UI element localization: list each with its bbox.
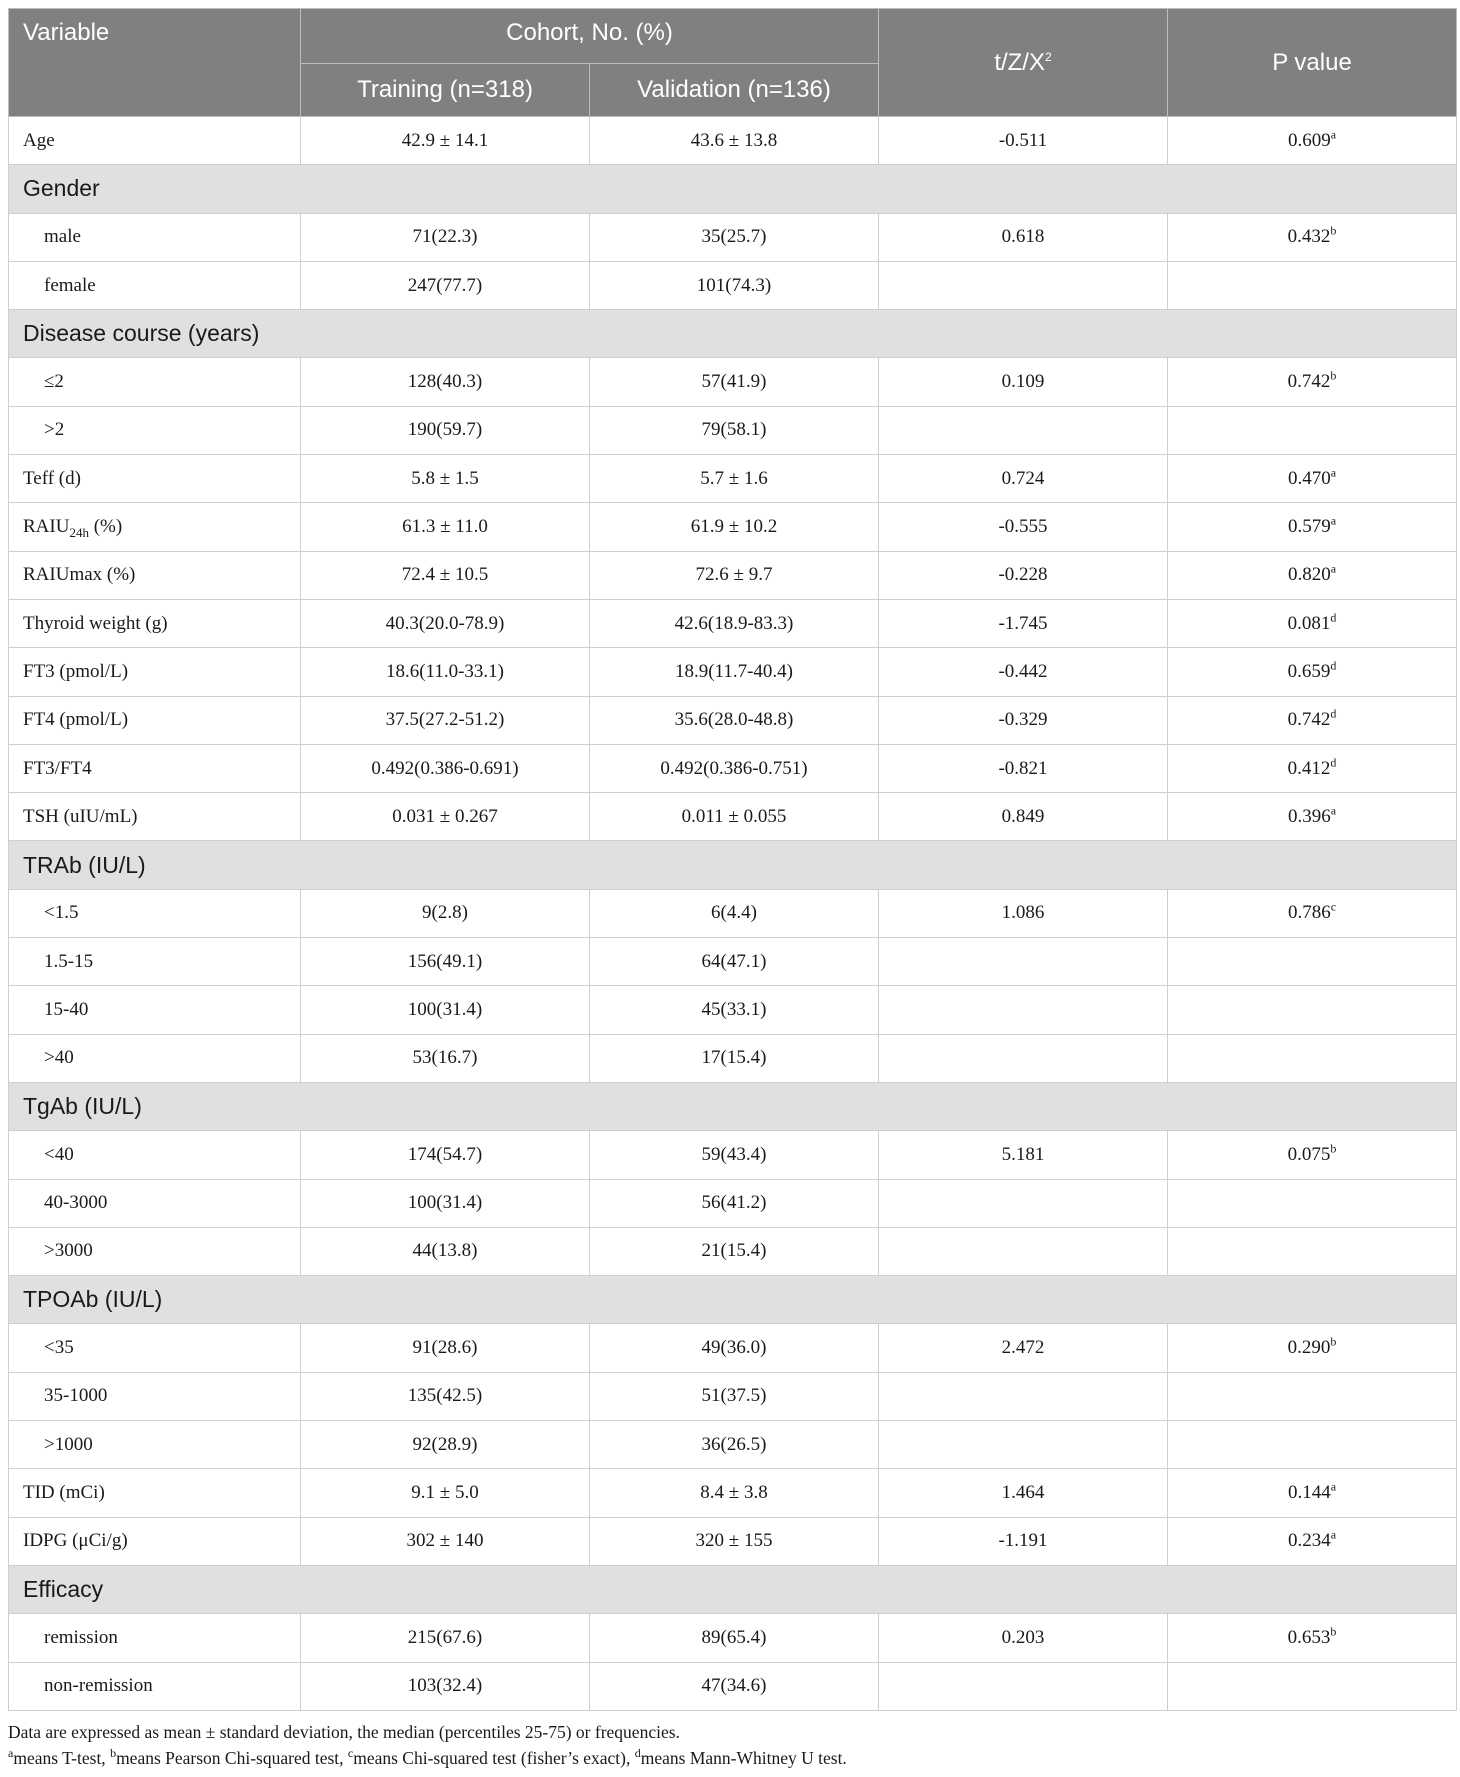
training-value: 92(28.9) — [301, 1421, 590, 1469]
validation-value: 320 ± 155 — [590, 1517, 879, 1565]
p-value-sup: a — [1330, 561, 1337, 576]
p-value-cell — [1168, 938, 1457, 986]
footnote-line-2 — [8, 1745, 1456, 1771]
p-value-cell — [1168, 551, 1457, 599]
p-value-cell — [1168, 599, 1457, 647]
p-value-cell — [1168, 1034, 1457, 1082]
row-label: FT3 (pmol/L) — [9, 648, 301, 696]
validation-value: 6(4.4) — [590, 889, 879, 937]
table-row — [9, 696, 1457, 744]
row-label: >1000 — [9, 1421, 301, 1469]
p-value-cell — [1168, 1614, 1457, 1662]
table-row — [9, 1662, 1457, 1710]
statistic-value: 0.109 — [879, 358, 1168, 406]
p-value-sup: c — [1330, 900, 1337, 915]
statistic-value — [879, 1372, 1168, 1420]
validation-value: 35(25.7) — [590, 213, 879, 261]
p-value-sup: d — [1330, 658, 1337, 673]
p-value-sup: a — [1330, 513, 1337, 528]
p-value-cell — [1168, 889, 1457, 937]
p-value-cell — [1168, 793, 1457, 841]
header-variable: Variable — [9, 9, 301, 117]
table-row — [9, 889, 1457, 937]
validation-value: 47(34.6) — [590, 1662, 879, 1710]
p-value-sup: a — [1330, 1479, 1337, 1494]
statistic-value: 0.724 — [879, 455, 1168, 503]
p-value-sup: a — [1330, 465, 1337, 480]
table-header — [9, 9, 1457, 117]
validation-value: 57(41.9) — [590, 358, 879, 406]
row-label: 35-1000 — [9, 1372, 301, 1420]
header-pvalue: P value — [1168, 9, 1457, 117]
statistic-value: -0.442 — [879, 648, 1168, 696]
statistic-value: -0.821 — [879, 744, 1168, 792]
row-label: >3000 — [9, 1227, 301, 1275]
validation-value: 43.6 ± 13.8 — [590, 117, 879, 165]
statistic-value: 5.181 — [879, 1131, 1168, 1179]
validation-value: 5.7 ± 1.6 — [590, 455, 879, 503]
p-value: 0.396 — [1287, 805, 1331, 827]
training-value: 9.1 ± 5.0 — [301, 1469, 590, 1517]
training-value: 135(42.5) — [301, 1372, 590, 1420]
table-row — [9, 213, 1457, 261]
p-value-cell — [1168, 1179, 1457, 1227]
p-value: 0.653 — [1287, 1626, 1331, 1648]
p-value-cell — [1168, 455, 1457, 503]
table-footnotes — [8, 1719, 1456, 1771]
p-value: 0.290 — [1287, 1337, 1331, 1359]
row-label — [9, 503, 301, 551]
p-value-cell — [1168, 358, 1457, 406]
training-value: 72.4 ± 10.5 — [301, 551, 590, 599]
validation-value: 0.492(0.386-0.751) — [590, 744, 879, 792]
section-label: TRAb (IU/L) — [9, 841, 1457, 889]
section-row — [9, 1276, 1457, 1324]
section-row — [9, 1565, 1457, 1613]
validation-value: 45(33.1) — [590, 986, 879, 1034]
row-label: Teff (d) — [9, 455, 301, 503]
p-value-cell — [1168, 1324, 1457, 1372]
statistic-value — [879, 1034, 1168, 1082]
table-row — [9, 648, 1457, 696]
p-value-sup: b — [1330, 1141, 1337, 1156]
row-label: >2 — [9, 406, 301, 454]
footnote-line-1: Data are expressed as mean ± standard deviation, the median (percentiles 25-75) or frequencies. — [8, 1721, 680, 1742]
p-value-cell — [1168, 213, 1457, 261]
validation-value: 56(41.2) — [590, 1179, 879, 1227]
footnote-b-sup: b — [110, 1745, 117, 1760]
p-value: 0.742 — [1287, 371, 1331, 393]
table-row — [9, 406, 1457, 454]
p-value-sup: d — [1330, 755, 1337, 770]
section-label: TgAb (IU/L) — [9, 1082, 1457, 1130]
p-value: 0.609 — [1287, 129, 1331, 151]
training-value: 0.492(0.386-0.691) — [301, 744, 590, 792]
training-value: 156(49.1) — [301, 938, 590, 986]
statistic-value: -1.745 — [879, 599, 1168, 647]
header-validation: Validation (n=136) — [590, 64, 879, 117]
statistic-value: -0.555 — [879, 503, 1168, 551]
training-value: 91(28.6) — [301, 1324, 590, 1372]
validation-value: 72.6 ± 9.7 — [590, 551, 879, 599]
row-label: FT3/FT4 — [9, 744, 301, 792]
p-value: 0.412 — [1287, 757, 1331, 779]
table-row — [9, 261, 1457, 309]
p-value-cell — [1168, 1517, 1457, 1565]
row-label: <1.5 — [9, 889, 301, 937]
row-label-main: RAIU — [23, 516, 70, 538]
training-value: 103(32.4) — [301, 1662, 590, 1710]
row-label: 40-3000 — [9, 1179, 301, 1227]
header-statistic — [879, 9, 1168, 117]
statistic-value: 1.464 — [879, 1469, 1168, 1517]
footnote-a-text: means T-test, — [13, 1747, 111, 1768]
footnote-c-text: means Chi-squared test (fisher’s exact), — [353, 1747, 635, 1768]
p-value: 0.579 — [1287, 516, 1331, 538]
table-row — [9, 793, 1457, 841]
table-row — [9, 455, 1457, 503]
p-value-cell — [1168, 117, 1457, 165]
training-value: 42.9 ± 14.1 — [301, 117, 590, 165]
training-value: 100(31.4) — [301, 1179, 590, 1227]
training-value: 174(54.7) — [301, 1131, 590, 1179]
validation-value: 8.4 ± 3.8 — [590, 1469, 879, 1517]
header-cohort: Cohort, No. (%) — [301, 9, 879, 64]
validation-value: 17(15.4) — [590, 1034, 879, 1082]
footnote-d-text: means Mann-Whitney U test. — [640, 1747, 847, 1768]
header-statistic-text: t/Z/X — [994, 48, 1045, 76]
p-value-sup: a — [1330, 1527, 1337, 1542]
statistic-value — [879, 406, 1168, 454]
row-label: 15-40 — [9, 986, 301, 1034]
row-label: ≤2 — [9, 358, 301, 406]
row-label: male — [9, 213, 301, 261]
validation-value: 51(37.5) — [590, 1372, 879, 1420]
statistic-value: -0.228 — [879, 551, 1168, 599]
statistic-value — [879, 938, 1168, 986]
table-row — [9, 1179, 1457, 1227]
p-value-cell — [1168, 1131, 1457, 1179]
row-label-sub: 24h — [69, 524, 89, 540]
row-label: <40 — [9, 1131, 301, 1179]
row-label: Age — [9, 117, 301, 165]
p-value-sup: a — [1330, 803, 1337, 818]
validation-value: 89(65.4) — [590, 1614, 879, 1662]
table-row — [9, 1131, 1457, 1179]
validation-value: 64(47.1) — [590, 938, 879, 986]
training-value: 53(16.7) — [301, 1034, 590, 1082]
p-value-cell — [1168, 986, 1457, 1034]
row-label: 1.5-15 — [9, 938, 301, 986]
table-row — [9, 1421, 1457, 1469]
footnote-a-sup: a — [8, 1745, 14, 1760]
row-label: FT4 (pmol/L) — [9, 696, 301, 744]
statistic-value — [879, 1421, 1168, 1469]
table-row — [9, 1614, 1457, 1662]
p-value-sup: b — [1330, 368, 1337, 383]
statistic-value — [879, 1179, 1168, 1227]
section-row — [9, 310, 1457, 358]
table-row — [9, 503, 1457, 551]
statistic-value: 0.203 — [879, 1614, 1168, 1662]
row-label: non-remission — [9, 1662, 301, 1710]
validation-value: 36(26.5) — [590, 1421, 879, 1469]
section-label: Gender — [9, 165, 1457, 213]
validation-value: 49(36.0) — [590, 1324, 879, 1372]
row-label: <35 — [9, 1324, 301, 1372]
p-value-sup: d — [1330, 610, 1337, 625]
table-row — [9, 1469, 1457, 1517]
p-value: 0.081 — [1287, 612, 1331, 634]
table-row — [9, 1034, 1457, 1082]
validation-value: 79(58.1) — [590, 406, 879, 454]
row-label: TID (mCi) — [9, 1469, 301, 1517]
p-value: 0.820 — [1287, 564, 1331, 586]
section-label: TPOAb (IU/L) — [9, 1276, 1457, 1324]
p-value-sup: a — [1330, 127, 1337, 142]
validation-value: 18.9(11.7-40.4) — [590, 648, 879, 696]
section-row — [9, 165, 1457, 213]
validation-value: 0.011 ± 0.055 — [590, 793, 879, 841]
section-label: Efficacy — [9, 1565, 1457, 1613]
row-label: >40 — [9, 1034, 301, 1082]
row-label: female — [9, 261, 301, 309]
p-value-cell — [1168, 1227, 1457, 1275]
p-value: 0.470 — [1287, 467, 1331, 489]
section-row — [9, 841, 1457, 889]
statistic-value: 2.472 — [879, 1324, 1168, 1372]
table-container — [8, 8, 1456, 1771]
footnote-d-sup: d — [634, 1745, 641, 1760]
statistic-value — [879, 261, 1168, 309]
row-label: RAIUmax (%) — [9, 551, 301, 599]
validation-value: 21(15.4) — [590, 1227, 879, 1275]
footnote-c-sup: c — [347, 1745, 354, 1760]
p-value: 0.075 — [1287, 1143, 1331, 1165]
row-label: remission — [9, 1614, 301, 1662]
footnote-b-text: means Pearson Chi-squared test, — [116, 1747, 348, 1768]
statistic-value: -1.191 — [879, 1517, 1168, 1565]
table-row — [9, 599, 1457, 647]
row-label: IDPG (μCi/g) — [9, 1517, 301, 1565]
validation-value: 35.6(28.0-48.8) — [590, 696, 879, 744]
training-value: 18.6(11.0-33.1) — [301, 648, 590, 696]
table-row — [9, 986, 1457, 1034]
table-row — [9, 744, 1457, 792]
p-value-sup: d — [1330, 706, 1337, 721]
training-value: 9(2.8) — [301, 889, 590, 937]
section-label: Disease course (years) — [9, 310, 1457, 358]
validation-value: 42.6(18.9-83.3) — [590, 599, 879, 647]
training-value: 40.3(20.0-78.9) — [301, 599, 590, 647]
training-value: 247(77.7) — [301, 261, 590, 309]
p-value-cell — [1168, 1662, 1457, 1710]
p-value-cell — [1168, 503, 1457, 551]
p-value-sup: b — [1330, 223, 1337, 238]
p-value-cell — [1168, 1469, 1457, 1517]
p-value-cell — [1168, 1372, 1457, 1420]
row-label: Thyroid weight (g) — [9, 599, 301, 647]
table-row — [9, 551, 1457, 599]
table-row — [9, 117, 1457, 165]
header-statistic-sup: 2 — [1044, 49, 1052, 64]
validation-value: 61.9 ± 10.2 — [590, 503, 879, 551]
baseline-characteristics-table — [8, 8, 1457, 1711]
training-value: 5.8 ± 1.5 — [301, 455, 590, 503]
row-label-tail: (%) — [88, 516, 123, 538]
table-body — [9, 117, 1457, 1711]
validation-value: 101(74.3) — [590, 261, 879, 309]
table-row — [9, 1227, 1457, 1275]
header-training: Training (n=318) — [301, 64, 590, 117]
table-row — [9, 1372, 1457, 1420]
statistic-value: -0.329 — [879, 696, 1168, 744]
p-value: 0.742 — [1287, 709, 1331, 731]
training-value: 0.031 ± 0.267 — [301, 793, 590, 841]
statistic-value: -0.511 — [879, 117, 1168, 165]
training-value: 61.3 ± 11.0 — [301, 503, 590, 551]
p-value-cell — [1168, 648, 1457, 696]
p-value: 0.234 — [1287, 1530, 1331, 1552]
statistic-value: 1.086 — [879, 889, 1168, 937]
statistic-value: 0.618 — [879, 213, 1168, 261]
p-value-sup: b — [1330, 1624, 1337, 1639]
statistic-value — [879, 1227, 1168, 1275]
p-value-cell — [1168, 406, 1457, 454]
table-row — [9, 938, 1457, 986]
training-value: 128(40.3) — [301, 358, 590, 406]
p-value: 0.786 — [1287, 902, 1331, 924]
p-value-cell — [1168, 1421, 1457, 1469]
statistic-value — [879, 986, 1168, 1034]
training-value: 37.5(27.2-51.2) — [301, 696, 590, 744]
section-row — [9, 1082, 1457, 1130]
validation-value: 59(43.4) — [590, 1131, 879, 1179]
statistic-value — [879, 1662, 1168, 1710]
statistic-value: 0.849 — [879, 793, 1168, 841]
p-value: 0.659 — [1287, 660, 1331, 682]
training-value: 190(59.7) — [301, 406, 590, 454]
training-value: 215(67.6) — [301, 1614, 590, 1662]
p-value: 0.432 — [1287, 226, 1331, 248]
row-label: TSH (uIU/mL) — [9, 793, 301, 841]
table-row — [9, 1324, 1457, 1372]
table-row — [9, 1517, 1457, 1565]
p-value-sup: b — [1330, 1334, 1337, 1349]
p-value: 0.144 — [1287, 1481, 1331, 1503]
training-value: 100(31.4) — [301, 986, 590, 1034]
p-value-cell — [1168, 744, 1457, 792]
table-row — [9, 358, 1457, 406]
training-value: 302 ± 140 — [301, 1517, 590, 1565]
training-value: 71(22.3) — [301, 213, 590, 261]
header-row-1 — [9, 9, 1457, 64]
p-value-cell — [1168, 696, 1457, 744]
training-value: 44(13.8) — [301, 1227, 590, 1275]
p-value-cell — [1168, 261, 1457, 309]
